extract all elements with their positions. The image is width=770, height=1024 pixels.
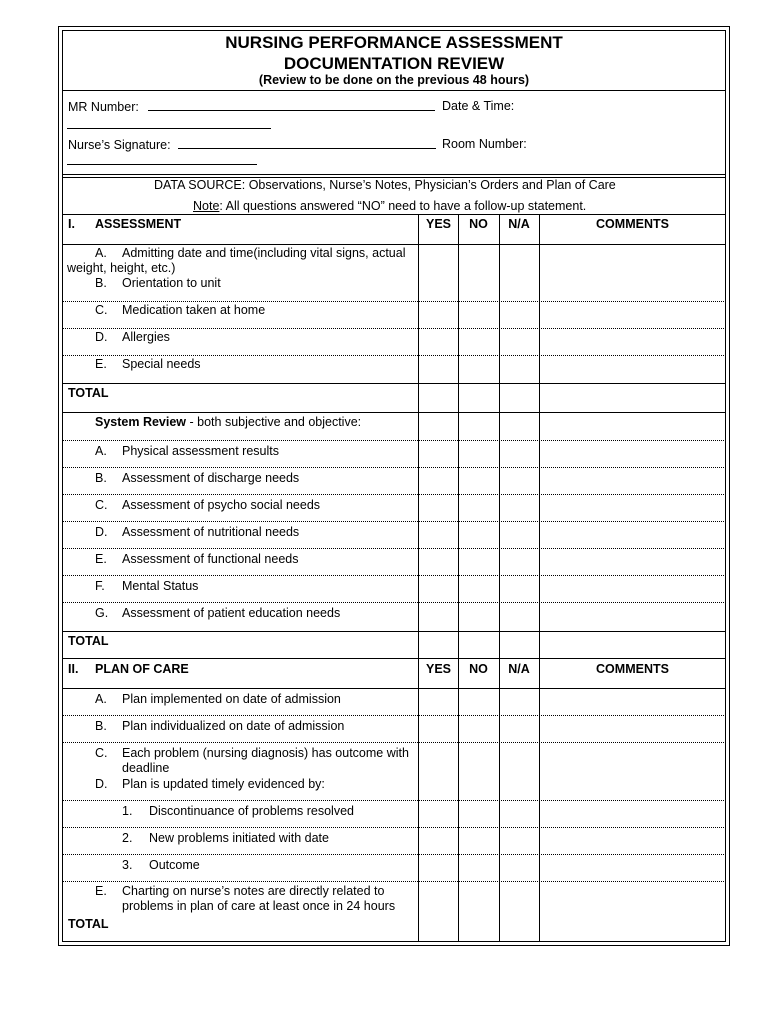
system-review-heading: [95, 415, 361, 430]
row-divider: [62, 521, 726, 522]
subitem-text: Discontinuance of problems resolved: [149, 804, 354, 818]
item-text: Physical assessment results: [122, 444, 280, 458]
col-no: NO: [469, 217, 488, 231]
table-line: [62, 631, 726, 632]
item-text: Plan individualized on date of admission: [122, 719, 345, 733]
col-na: N/A: [508, 662, 530, 676]
row-divider: [62, 854, 726, 855]
row-divider: [62, 881, 726, 882]
nurse-signature-field[interactable]: [68, 137, 436, 153]
row-divider: [62, 494, 726, 495]
total-label: TOTAL: [68, 917, 109, 931]
col-line: [458, 214, 459, 942]
item-letter: D.: [95, 330, 108, 344]
table-line: [62, 412, 726, 413]
date-time-label: Date & Time:: [442, 99, 515, 113]
item-text: Admitting date and time(including vital signs, actual: [122, 246, 406, 260]
mr-number-label: MR Number:: [68, 100, 139, 114]
data-source: DATA SOURCE: Observations, Nurse’s Notes, Physician’s Orders and Plan of Care: [154, 178, 616, 192]
table-line: [62, 658, 726, 659]
item-text: Assessment of patient education needs: [122, 606, 341, 620]
total-label: TOTAL: [68, 634, 109, 648]
item-text: Assessment of functional needs: [122, 552, 299, 566]
item-letter: F.: [95, 579, 105, 593]
item-letter: C.: [95, 303, 108, 317]
table-line: [62, 688, 726, 689]
subitem-text: New problems initiated with date: [149, 831, 329, 845]
mr-number-field[interactable]: [68, 99, 435, 115]
item-text: Plan is updated timely evidenced by:: [122, 777, 325, 791]
room-number-blank[interactable]: [67, 153, 257, 165]
subitem-number: 2.: [122, 831, 133, 845]
col-line: [499, 214, 500, 942]
nurse-signature-blank[interactable]: [178, 137, 436, 149]
row-divider: [62, 440, 726, 441]
system-review-subtitle: - both subjective and objective:: [186, 415, 362, 429]
col-na: N/A: [508, 217, 530, 231]
item-text: Medication taken at home: [122, 303, 266, 317]
col-no: NO: [469, 662, 488, 676]
table-line: [62, 214, 726, 215]
row-divider: [62, 328, 726, 329]
section2-title: PLAN OF CARE: [95, 662, 189, 676]
item-letter: C.: [95, 746, 108, 760]
row-divider: [62, 355, 726, 356]
date-time-blank[interactable]: [67, 117, 271, 129]
item-text: Plan implemented on date of admission: [122, 692, 341, 706]
row-divider: [62, 602, 726, 603]
table-line: [62, 383, 726, 384]
item-text: Allergies: [122, 330, 170, 344]
item-text-cont: deadline: [122, 761, 170, 775]
mr-number-blank[interactable]: [148, 99, 435, 111]
subitem-text: Outcome: [149, 858, 200, 872]
review-period-note: (Review to be done on the previous 48 hours): [258, 73, 530, 87]
col-comments: COMMENTS: [596, 662, 669, 676]
row-divider: [62, 548, 726, 549]
row-divider: [62, 742, 726, 743]
item-text: Special needs: [122, 357, 201, 371]
item-text-cont: weight, height, etc.): [67, 261, 176, 275]
item-letter: A.: [95, 444, 107, 458]
item-text-cont: problems in plan of care at least once in 24 hours: [122, 899, 396, 913]
col-line: [418, 214, 419, 942]
col-yes: YES: [425, 662, 451, 676]
form-title: NURSING PERFORMANCE ASSESSMENT: [225, 33, 563, 52]
row-divider: [62, 827, 726, 828]
nurse-signature-label: Nurse’s Signature:: [68, 138, 171, 152]
item-letter: C.: [95, 498, 108, 512]
item-letter: G.: [95, 606, 109, 620]
item-letter: D.: [95, 777, 108, 791]
total-label: TOTAL: [68, 386, 109, 400]
follow-up-note: [193, 199, 586, 214]
item-letter: E.: [95, 884, 107, 898]
item-text: Mental Status: [122, 579, 199, 593]
item-text: Orientation to unit: [122, 276, 221, 290]
section1-title: ASSESSMENT: [95, 217, 182, 231]
room-number-label: Room Number:: [442, 137, 527, 151]
row-divider: [62, 467, 726, 468]
item-text: Charting on nurse’s notes are directly related to: [122, 884, 385, 898]
note-label: Note: [193, 199, 220, 213]
row-divider: [62, 800, 726, 801]
item-letter: A.: [95, 246, 107, 260]
item-letter: A.: [95, 692, 107, 706]
note-text: : All questions answered “NO” need to have a follow-up statement.: [219, 199, 587, 213]
item-text: Assessment of discharge needs: [122, 471, 300, 485]
item-letter: E.: [95, 552, 107, 566]
row-divider: [62, 575, 726, 576]
subitem-number: 3.: [122, 858, 133, 872]
col-line: [539, 214, 540, 942]
item-letter: B.: [95, 276, 107, 290]
col-comments: COMMENTS: [596, 217, 669, 231]
section1-number: I.: [68, 217, 75, 231]
subitem-number: 1.: [122, 804, 133, 818]
form-subtitle: DOCUMENTATION REVIEW: [283, 54, 505, 73]
col-yes: YES: [425, 217, 451, 231]
table-line: [62, 244, 726, 245]
row-divider: [62, 301, 726, 302]
item-letter: B.: [95, 471, 107, 485]
item-text: Assessment of psycho social needs: [122, 498, 321, 512]
row-divider: [62, 715, 726, 716]
item-text: Assessment of nutritional needs: [122, 525, 300, 539]
divider: [62, 174, 726, 175]
item-text: Each problem (nursing diagnosis) has outcome with: [122, 746, 409, 760]
item-letter: B.: [95, 719, 107, 733]
item-letter: E.: [95, 357, 107, 371]
item-letter: D.: [95, 525, 108, 539]
divider: [62, 90, 726, 91]
section2-number: II.: [68, 662, 79, 676]
system-review-title: System Review: [95, 415, 187, 429]
